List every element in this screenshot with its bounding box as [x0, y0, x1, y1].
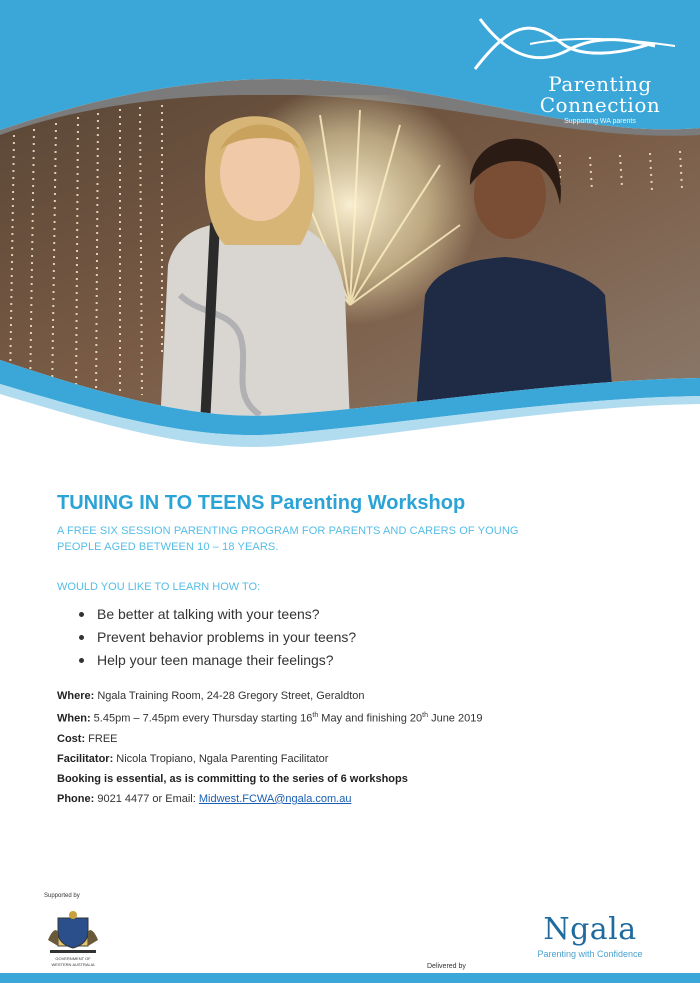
fish-swoosh-icon	[470, 14, 690, 74]
learning-list	[57, 603, 657, 672]
flyer-content	[57, 492, 657, 809]
facilitator-value: Nicola Tropiano, Ngala Parenting Facilitator	[113, 752, 329, 765]
ngala-name: Ngala	[543, 912, 637, 947]
ngala-tagline: Parenting with Confidence	[537, 949, 643, 959]
cost-value: FREE	[85, 732, 118, 745]
parenting-connection-logo	[470, 14, 690, 124]
when-value-b: May and finishing 20	[318, 712, 423, 725]
learn-heading: WOULD YOU LIKE TO LEARN HOW TO:	[57, 581, 261, 593]
list-item	[57, 626, 657, 649]
supported-by-label: Supported by	[44, 893, 80, 899]
wa-government-crest-icon	[44, 910, 102, 970]
crest-caption-2: WESTERN AUSTRALIA	[51, 962, 95, 967]
phone-label: Phone:	[57, 792, 95, 805]
bullet-dot-icon	[79, 658, 84, 663]
event-details	[57, 686, 657, 809]
phone-line	[57, 789, 657, 809]
workshop-title	[57, 492, 657, 515]
logo-tagline: Supporting WA parents	[564, 118, 636, 125]
wave-divider	[0, 360, 700, 470]
logo-name-line2: Connection	[539, 93, 661, 117]
booking-line	[57, 769, 657, 789]
title-main: TUNING IN TO TEENS	[57, 492, 265, 514]
delivered-by-label: Delivered by	[427, 963, 466, 970]
list-item	[57, 649, 657, 672]
when-line	[57, 706, 657, 729]
ngala-logo	[515, 912, 665, 959]
list-item-text: Prevent behavior problems in your teens?	[97, 629, 357, 645]
bullet-dot-icon	[79, 635, 84, 640]
where-value: Ngala Training Room, 24-28 Gregory Street, Geraldton	[94, 690, 365, 702]
facilitator-line	[57, 749, 657, 769]
workshop-subtitle	[57, 523, 657, 555]
where-line	[57, 686, 657, 706]
when-sup-b: th	[422, 712, 429, 719]
title-rest: Parenting Workshop	[264, 492, 466, 514]
crest-caption-1: GOVERNMENT OF	[55, 956, 91, 961]
when-label: When:	[57, 712, 91, 725]
booking-text: Booking is essential, as is committing to the series of 6 workshops	[57, 772, 408, 785]
logo-name-line1: Parenting	[548, 72, 652, 96]
phone-value: 9021 4477 or Email:	[94, 792, 199, 805]
list-item	[57, 603, 657, 626]
cost-label: Cost:	[57, 732, 86, 745]
cost-line	[57, 729, 657, 749]
when-value-a: 5.45pm – 7.45pm every Thursday starting 16	[90, 712, 313, 725]
bullet-dot-icon	[79, 612, 84, 617]
facilitator-label: Facilitator:	[57, 752, 114, 765]
list-item-text: Be better at talking with your teens?	[97, 606, 320, 622]
list-item-text: Help your teen manage their feelings?	[97, 652, 334, 668]
subtitle-line-1: A FREE SIX SESSION PARENTING PROGRAM FOR PARENTS AND CARERS OF YOUNG	[57, 525, 519, 537]
logo-text	[520, 74, 680, 125]
where-label: Where:	[57, 690, 95, 702]
subtitle-line-2: PEOPLE AGED BETWEEN 10 – 18 YEARS.	[57, 541, 279, 553]
when-value-c: June 2019	[428, 712, 483, 725]
bottom-strip	[0, 973, 700, 983]
when-sup-a: th	[312, 712, 319, 719]
email-link[interactable]: Midwest.FCWA@ngala.com.au	[198, 792, 352, 805]
